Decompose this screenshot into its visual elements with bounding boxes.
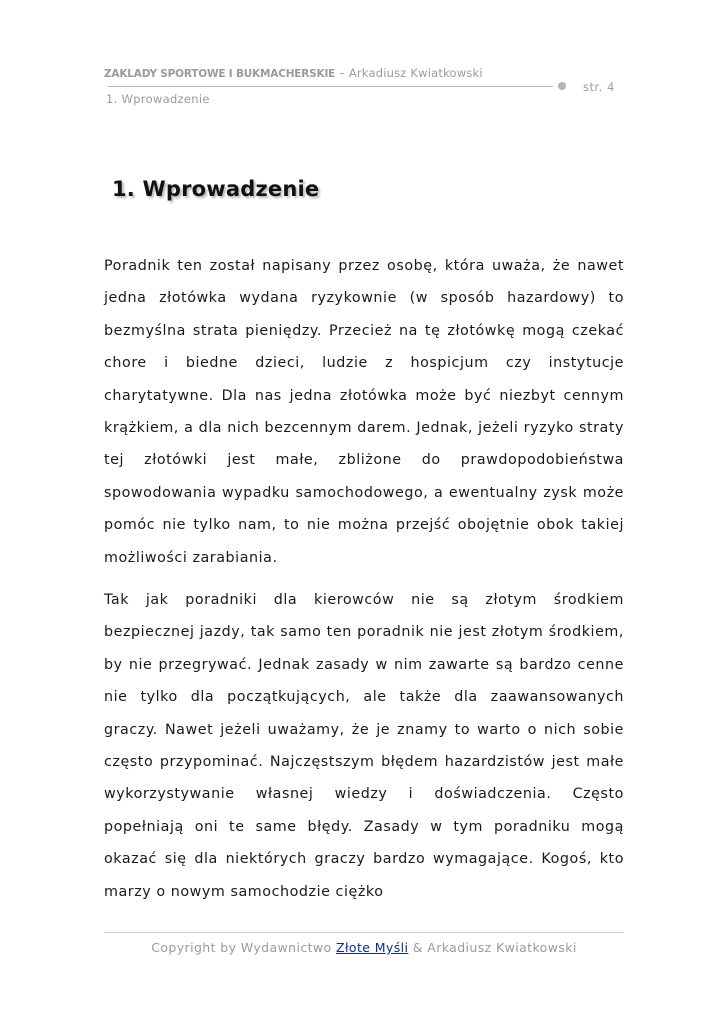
paragraph-1-block <box>104 250 624 574</box>
header-section: 1. Wprowadzenie <box>106 92 210 106</box>
footer-copyright <box>104 940 624 955</box>
running-header <box>104 66 624 80</box>
publisher-link[interactable]: Złote Myśli <box>335 940 409 955</box>
header-title <box>104 66 624 80</box>
paragraph-2-block <box>104 584 624 908</box>
header-separator: – <box>335 66 349 80</box>
header-divider <box>108 86 553 87</box>
page-number: str. 4 <box>583 80 615 94</box>
header-author: Arkadiusz Kwiatkowski <box>348 66 483 80</box>
book-title: ZAKLADY SPORTOWE I BUKMACHERSKIE <box>104 68 336 80</box>
footer-suffix: & Arkadiusz Kwiatkowski <box>408 940 577 955</box>
footer-prefix: Copyright by Wydawnictwo <box>151 940 336 955</box>
chapter-heading: 1. Wprowadzenie <box>112 177 320 201</box>
paragraph: Tak jak poradniki dla kierowców nie są złotym środkiem bezpiecznej jazdy, tak samo ten poradnik nie jest złotym środkiem, by nie przegrywać. Jednak zasady w nim zawarte są bardzo cenne nie tylko dla początkujących, ale także dla zaawansowanych graczy. Nawet jeżeli uważamy, że je znamy to warto o nich sobie często przypominać. Najczęstszym błędem hazardzistów jest małe wykorzystywanie własnej wiedzy i doświadczenia. Często popełniają oni te same błędy. Zasady w tym poradniku mogą okazać się dla niektórych graczy bardzo wymagające. Kogoś, kto marzy o nowym samochodzie ciężko <box>104 592 624 900</box>
footer-divider <box>104 932 624 933</box>
bullet-icon <box>558 82 566 90</box>
paragraph: Poradnik ten został napisany przez osobę, która uważa, że nawet jedna złotówka wydana ryzykownie (w sposób hazardowy) to bezmyślna strata pieniędzy. Przecież na tę złotówkę mogą czekać chore i biedne dzieci, ludzie z hospicjum czy instytucje charytatywne. Dla nas jedna złotówka może być niezbyt cennym krążkiem, a dla nich bezcennym darem. Jednak, jeżeli ryzyko straty tej złotówki jest małe, zbliżone do prawdopodobieństwa spowodowania wypadku samochodowego, a ewentualny zysk może pomóc nie tylko nam, to nie można przejść obojętnie obok takiej możliwości zarabiania. <box>104 258 624 566</box>
